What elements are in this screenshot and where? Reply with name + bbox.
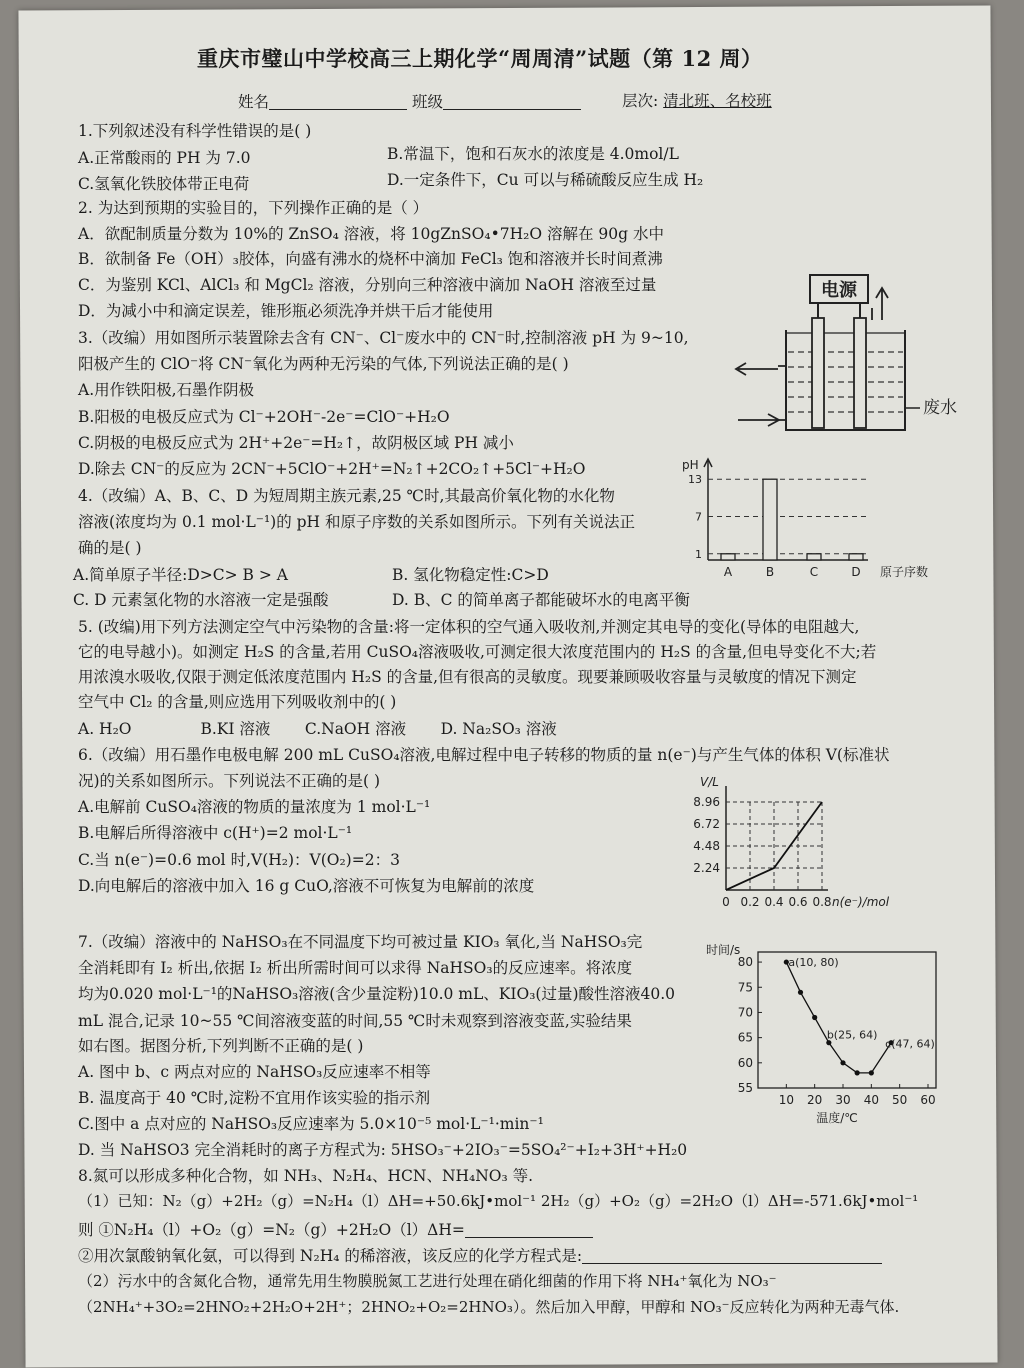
x-tick-label: 50 <box>892 1093 908 1107</box>
y-tick-label: 80 <box>737 955 753 970</box>
level-field <box>622 91 772 111</box>
x-tick-label: 40 <box>863 1093 879 1107</box>
bar-D <box>849 554 863 560</box>
point-annotation: a(10, 80) <box>788 956 839 970</box>
q7-line3: 均为0.020 mol·L⁻¹的NaHSO₃溶液(含少量淀粉)10.0 mL、KIO₃(过量)酸性溶液40.0 <box>78 985 676 1003</box>
q4-stem-line3: 确的是( ) <box>78 539 142 557</box>
gas-outlet-tube <box>872 308 882 320</box>
name-label: 姓名 <box>238 93 270 111</box>
y-axis-label: pH <box>682 458 699 472</box>
q4-option-d: D. B、C 的简单离子都能破坏水的电离平衡 <box>392 591 690 609</box>
q7-option-a: A. 图中 b、c 两点对应的 NaHSO₃反应速率不相等 <box>78 1063 431 1081</box>
q5-options: A. H₂O B.KI 溶液 C.NaOH 溶液 D. Na₂SO₃ 溶液 <box>78 720 557 738</box>
outflow-arrow-icon <box>736 363 778 375</box>
q2-stem: 2. 为达到预期的实验目的，下列操作正确的是（ ） <box>78 199 429 217</box>
x-axis-label: 原子序数 <box>880 565 929 579</box>
q8-line2: （1）已知：N₂（g）+2H₂（g）=N₂H₄（l）ΔH=+50.6kJ•mol⁻¹ 2H₂（g）+O₂（g）=2H₂O（l）ΔH=-571.6kJ•mol⁻¹ <box>78 1192 919 1210</box>
name-field <box>238 92 581 112</box>
time-vs-temperature-chart <box>700 938 950 1133</box>
ph-bar-chart <box>680 455 950 585</box>
x-tick-label: 0.6 <box>788 895 808 909</box>
q4-stem-line2: 溶液(浓度均为 0.1 mol·L⁻¹)的 pH 和原子序数的关系如图所示。下列有关说法正 <box>78 513 635 531</box>
q7-line1: 7.（改编）溶液中的 NaHSO₃在不同温度下均可被过量 KIO₃ 氧化,当 NaHSO₃完 <box>78 933 643 951</box>
class-label: 班级 <box>411 93 443 111</box>
q2-option-a: A．欲配制质量分数为 10%的 ZnSO₄ 溶液，将 10gZnSO₄•7H₂O 溶解在 90g 水中 <box>78 225 664 243</box>
name-blank <box>269 93 407 110</box>
left-electrode <box>812 318 824 428</box>
y-tick-label: 55 <box>737 1081 753 1095</box>
water-level-lines <box>788 352 903 412</box>
data-point <box>869 1070 874 1075</box>
q2-option-c: C．为鉴别 KCl、AlCl₃ 和 MgCl₂ 溶液，分别向三种溶液中滴加 NaOH 溶液至过量 <box>78 276 657 294</box>
q8-answer-blank-1[interactable] <box>465 1221 593 1238</box>
q3-stem-line1: 3.（改编）用如图所示装置除去含有 CN⁻、Cl⁻废水中的 CN⁻时,控制溶液 pH 为 9~10, <box>78 329 689 347</box>
x-tick-label: 0.4 <box>764 895 784 909</box>
y-tick-label: 1 <box>695 547 702 561</box>
q3-option-d: D.除去 CN⁻的反应为 2CN⁻+5ClO⁻+2H⁺=N₂↑+2CO₂↑+5Cl⁻+H₂O <box>78 460 586 478</box>
q1-option-b: B.常温下，饱和石灰水的浓度是 4.0mol/L <box>387 145 679 163</box>
data-point <box>855 1070 860 1075</box>
q7-line4: mL 混合,记录 10~55 ℃间溶液变蓝的时间,55 ℃时未观察到溶液变蓝,实验结果 <box>78 1012 632 1030</box>
q8-line3 <box>78 1220 593 1240</box>
data-point <box>798 990 803 995</box>
q1-option-c: C.氢氧化铁胶体带正电荷 <box>78 175 250 193</box>
data-point <box>812 1015 817 1020</box>
q5-line2: 它的电导越小)。如测定 H₂S 的含量,若用 CuSO₄溶液吸收,可测定很大浓度范围内的 H₂S 的含量,但电导变化不大;若 <box>78 643 877 661</box>
q1-option-d: D.一定条件下，Cu 可以与稀硫酸反应生成 H₂ <box>387 171 704 189</box>
x-tick-label: 0.2 <box>740 895 760 909</box>
x-tick-label: D <box>851 565 861 579</box>
q6-option-b: B.电解后所得溶液中 c(H⁺)=2 mol·L⁻¹ <box>78 824 353 842</box>
plot-frame <box>758 952 936 1088</box>
y-tick-label: 65 <box>737 1030 753 1045</box>
q6-line2: 况)的关系如图所示。下列说法不正确的是( ) <box>78 772 381 790</box>
q3-option-a: A.用作铁阳极,石墨作阴极 <box>78 381 255 399</box>
q4-option-a: A.简单原子半径:D>C> B > A <box>73 566 288 584</box>
level-label: 层次: <box>622 92 659 110</box>
y-tick-label: 7 <box>695 510 702 524</box>
q5-line4: 空气中 Cl₂ 的含量,则应选用下列吸收剂中的( ) <box>78 693 397 711</box>
q8-line5: （2）污水中的含氮化合物，通常先用生物膜脱氮工艺进行处理在硝化细菌的作用下将 NH₄⁺氧化为 NO₃⁻ <box>78 1272 777 1290</box>
q4-option-c: C. D 元素氢化物的水溶液一定是强酸 <box>73 591 329 609</box>
series-line <box>786 962 891 1073</box>
q7-option-b: B. 温度高于 40 ℃时,淀粉不宜用作该实验的指示剂 <box>78 1089 431 1107</box>
data-point <box>840 1060 845 1065</box>
page-title: 重庆市璧山中学校高三上期化学“周周清”试题（第 12 周） <box>197 46 763 71</box>
side-pipes <box>778 366 786 420</box>
q6-option-a: A.电解前 CuSO₄溶液的物质的量浓度为 1 mol·L⁻¹ <box>78 798 431 816</box>
q3-option-b: B.阳极的电极反应式为 Cl⁻+2OH⁻-2e⁻=ClO⁻+H₂O <box>78 408 450 426</box>
q5-line1: 5. (改编)用下列方法测定空气中污染物的含量:将一定体积的空气通入吸收剂,并测定其电导的变化(导体的电阻越大, <box>78 618 860 636</box>
x-tick-label: 0.8 <box>812 895 832 909</box>
q6-option-c: C.当 n(e⁻)=0.6 mol 时,V(H₂)：V(O₂)=2：3 <box>78 851 400 869</box>
q8-line4 <box>78 1246 882 1266</box>
q4-option-b: B. 氢化物稳定性:C>D <box>392 566 549 584</box>
y-tick-label: 8.96 <box>693 795 720 809</box>
x-tick-label: 20 <box>807 1093 823 1107</box>
q8-line6: （2NH₄⁺+3O₂=2HNO₂+2H₂O+2H⁺；2HNO₂+O₂=2HNO₃）。然后加入甲醇，甲醇和 NO₃⁻反应转化为两种无毒气体. <box>78 1298 900 1316</box>
tank-walls <box>786 330 905 430</box>
q6-option-d: D.向电解后的溶液中加入 16 g CuO,溶液不可恢复为电解前的浓度 <box>78 877 535 895</box>
bar-B <box>763 479 777 560</box>
x-tick-label: 60 <box>920 1093 936 1107</box>
gas-out-arrow-icon <box>876 288 888 312</box>
q8-line1: 8.氮可以形成多种化合物，如 NH₃、N₂H₄、HCN、NH₄NO₃ 等. <box>78 1167 534 1185</box>
point-annotation: b(25, 64) <box>826 1028 878 1042</box>
x-tick-label: B <box>765 565 775 579</box>
q7-option-d: D. 当 NaHSO3 完全消耗时的离子方程式为: 5HSO₃⁻+2IO₃⁻=5SO₄²⁻+I₂+3H⁺+H₂0 <box>78 1141 688 1159</box>
y-axis-label: V/L <box>700 775 719 789</box>
y-axis-label: 时间/s <box>706 943 741 957</box>
inflow-arrow-icon <box>738 414 779 426</box>
y-tick-label: 4.48 <box>693 839 720 853</box>
q5-line3: 用浓溴水吸收,仅限于测定低浓度范围内 H₂S 的含量,但有很高的灵敏度。现要兼顾吸收容量与灵敏度的情况下测定 <box>78 668 857 686</box>
power-wires <box>818 303 860 318</box>
x-tick-label: 10 <box>778 1093 794 1107</box>
y-tick-label: 75 <box>737 980 753 995</box>
x-axis-label: 温度/℃ <box>816 1111 858 1125</box>
q7-option-c: C.图中 a 点对应的 NaHSO₃反应速率为 5.0×10⁻⁵ mol·L⁻¹·min⁻¹ <box>78 1115 544 1133</box>
q3-stem-line2: 阳极产生的 ClO⁻将 CN⁻氧化为两种无污染的气体,下列说法正确的是( ) <box>78 355 569 373</box>
q7-line5: 如右图。据图分析,下列判断不正确的是( ) <box>78 1037 364 1055</box>
q8-answer-blank-2[interactable] <box>582 1247 882 1264</box>
q6-line1: 6.（改编）用石墨作电极电解 200 mL CuSO₄溶液,电解过程中电子转移的物质的量 n(e⁻)与产生气体的体积 V(标准状 <box>78 746 890 764</box>
q1-option-a: A.正常酸雨的 PH 为 7.0 <box>78 149 251 167</box>
bar-A <box>721 554 735 560</box>
right-electrode <box>854 318 866 428</box>
volume-vs-electron-chart <box>680 772 910 917</box>
q2-option-d: D．为减小中和滴定误差，锥形瓶必须洗净并烘干后才能使用 <box>78 302 494 320</box>
q8-line4-text: ②用次氯酸钠氧化氨，可以得到 N₂H₄ 的稀溶液，该反应的化学方程式是: <box>78 1247 583 1265</box>
q8-line3-text: 则 ①N₂H₄（l）+O₂（g）=N₂（g）+2H₂O（l）ΔH= <box>78 1221 465 1239</box>
q4-stem-line1: 4.（改编）A、B、C、D 为短周期主族元素,25 ℃时,其最高价氧化物的水化物 <box>78 487 615 505</box>
y-tick-label: 13 <box>688 473 702 487</box>
bar-C <box>807 554 821 560</box>
q2-option-b: B．欲制备 Fe（OH）₃胶体，向盛有沸水的烧杯中滴加 FeCl₃ 饱和溶液并长时间煮沸 <box>78 250 663 268</box>
electrolysis-apparatus-diagram <box>730 270 970 445</box>
y-tick-label: 2.24 <box>693 861 720 875</box>
y-tick-label: 60 <box>737 1055 753 1070</box>
x-tick-label: C <box>809 565 819 579</box>
power-source-label: 电源 <box>821 280 857 301</box>
class-blank <box>443 93 581 110</box>
q3-option-c: C.阴极的电极反应式为 2H⁺+2e⁻=H₂↑，故阴极区域 PH 减小 <box>78 434 514 452</box>
y-tick-label: 70 <box>737 1005 753 1020</box>
level-value: 清北班、名校班 <box>663 92 772 110</box>
x-tick-label: 0 <box>722 895 730 909</box>
x-tick-label: 30 <box>835 1093 851 1107</box>
point-annotation: c(47, 64) <box>885 1037 935 1051</box>
q7-line2: 全消耗即有 I₂ 析出,依据 I₂ 析出所需时间可以求得 NaHSO₃的反应速率。将浓度 <box>78 959 633 977</box>
y-tick-label: 6.72 <box>693 817 720 831</box>
x-axis-label: n(e⁻)/mol <box>832 895 890 909</box>
x-tick-label: A <box>723 565 733 579</box>
q1-stem: 1.下列叙述没有科学性错误的是( ) <box>78 122 312 140</box>
waste-water-label: 废水 <box>923 398 957 418</box>
